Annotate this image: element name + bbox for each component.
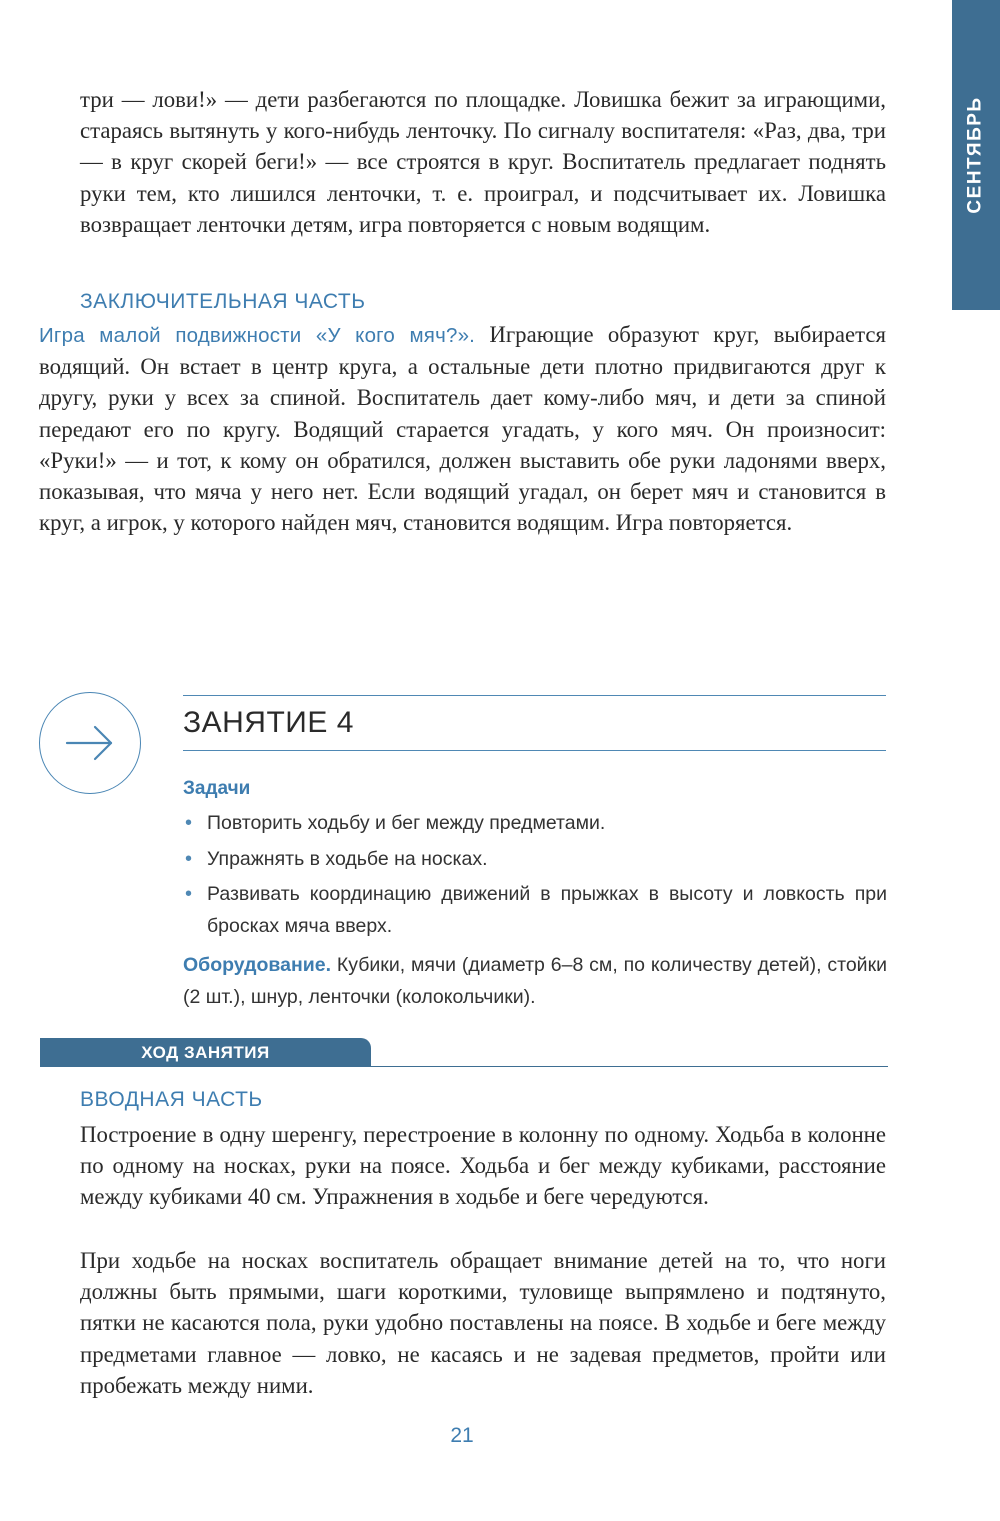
task-item: • Повторить ходьбу и бег между предметами. xyxy=(183,808,887,840)
arrow-right-icon xyxy=(39,692,141,794)
title-rule-top xyxy=(183,695,886,696)
course-paragraph-1: Построение в одну шеренгу, перестроение в колонну по одному. Ходьба в колонне по одному на носках, руки на поясе. Ходьба и бег между кубиками, расстояние между кубиками 40 см. Упражнения в ходьбе и беге чередуются. xyxy=(80,1122,886,1210)
course-banner: ХОД ЗАНЯТИЯ xyxy=(40,1038,371,1067)
task-item: • Упражнять в ходьбе на носках. xyxy=(183,844,887,876)
title-rule-bottom xyxy=(183,750,886,751)
course-paragraph-2: При ходьбе на носках воспитатель обращает внимание детей на то, что ноги должны быть прямыми, шаги короткими, туловище выпрямлено и подтянуто, пятки не касаются пола, руки удобно поставлены на поясе. В ходьбе и беге между предметами главное — ловко, не касаясь и не задевая предметов, пройти или пробежать между ними. xyxy=(80,1248,886,1398)
tasks-list xyxy=(183,808,887,946)
lesson-title: ЗАНЯТИЕ 4 xyxy=(183,706,354,739)
banner-rule xyxy=(40,1066,888,1067)
intro-part-heading: ВВОДНАЯ ЧАСТЬ xyxy=(80,1088,263,1111)
month-label: СЕНТЯБРЬ xyxy=(965,96,986,214)
game-title: Игра малой подвижности «У кого мяч?». xyxy=(39,324,476,347)
task-item: • Развивать координацию движений в прыжках в высоту и ловкость при бросках мяча вверх. xyxy=(183,879,887,942)
final-part-heading: ЗАКЛЮЧИТЕЛЬНАЯ ЧАСТЬ xyxy=(80,290,366,313)
page-number: 21 xyxy=(450,1424,474,1447)
equipment-text: Кубики, мячи (диаметр 6–8 см, по количеству детей), стойки (2 шт.), шнур, ленточки (колокольчики). xyxy=(183,954,887,1008)
equipment-label: Оборудование. xyxy=(183,954,332,976)
game-description: Играющие образуют круг, выбирается водящий. Он встает в центр круга, а остальные дети плотно придвигаются друг к другу, руки у всех за спиной. Воспитатель дает кому-либо мяч, и дети за спиной передают его по кругу. Водящий старается угадать, у кого мяч. Он произносит: «Руки!» — и тот, к кому он обратился, должен выставить обе руки ладонями вверх, показывая, что мяча у него нет. Если водящий угадал, он берет мяч и становится в круг, а игрок, у которого найден мяч, становится водящим. Игра повторяется. xyxy=(39,322,886,536)
intro-paragraph: три — лови!» — дети разбегаются по площадке. Ловишка бежит за играющими, стараясь вытянуть у кого-нибудь ленточку. По сигналу воспитателя: «Раз, два, три — в круг скорей беги!» — все строятся в круг. Воспитатель предлагает поднять руки тем, кто лишился ленточки, т. е. проиграл, и подсчитывает их. Ловишка возвращает ленточки детям, игра повторяется с новым водящим. xyxy=(80,87,886,237)
month-side-tab xyxy=(952,0,1000,310)
equipment-paragraph xyxy=(183,950,887,1013)
tasks-heading: Задачи xyxy=(183,778,251,799)
final-part-paragraph xyxy=(39,319,886,538)
